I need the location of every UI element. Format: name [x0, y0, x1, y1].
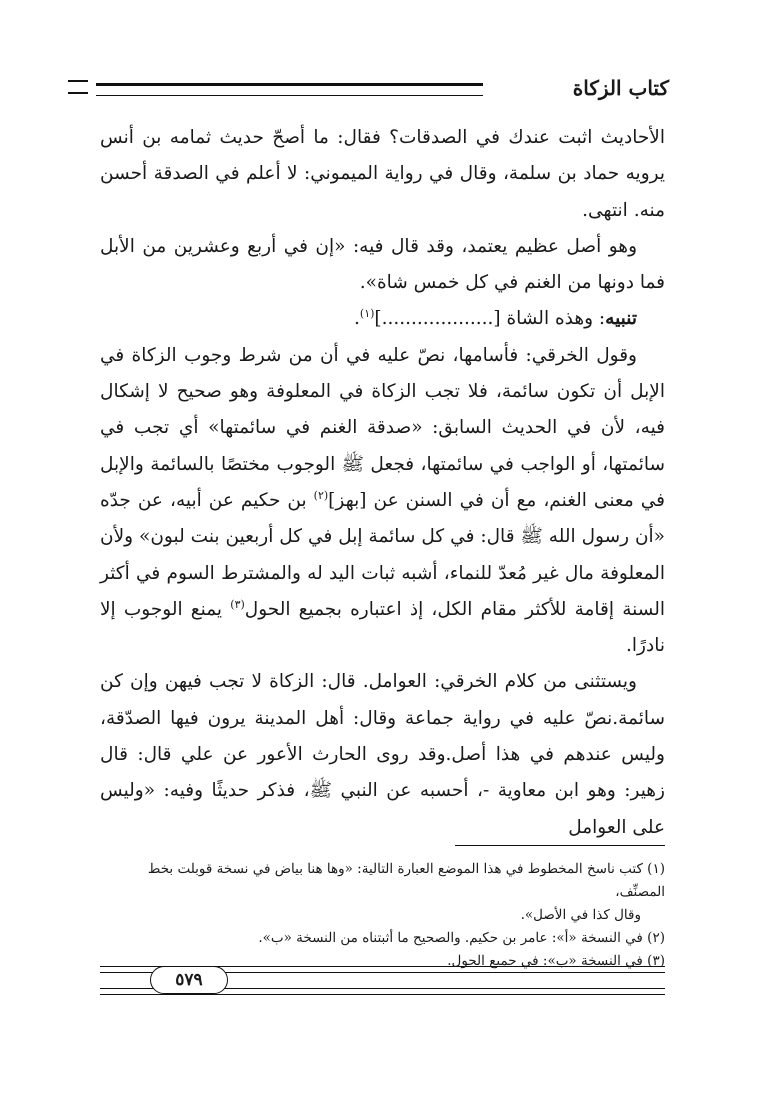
footnote-1-continuation: وقال كذا في الأصل».: [520, 907, 641, 923]
paragraph-4-part-1: وقول الخرقي: فأسامها، نصّ عليه في أن من شرط وجوب الزكاة في الإبل أن تكون سائمة، فلا تجب الزكاة في المعلوفة وهو صحيح لا إشكال فيه، لأن في الحديث السابق: «صدقة الغنم في سائمتها» أي تجب في سائمتها، أو الواجب في سائمتها، فجعل ﷺ الوجوب مختصًا بالسائمة والإبل في معنى الغنم، مع أن في السنن عن [بهز]: [100, 344, 666, 511]
running-header: [96, 76, 669, 100]
footnote-2: (٢) في النسخة «أ»: عامر بن حكيم. والصحيح ما أثبتناه من النسخة «ب».: [258, 930, 665, 946]
footnote-ref-1[interactable]: (١): [359, 307, 375, 321]
header-ornament: [68, 80, 88, 94]
note-text: : وهذه الشاة [...................]: [374, 308, 606, 330]
paragraph-5: ويستثنى من كلام الخرقي: العوامل. قال: الزكاة لا تجب فيهن وإن كن سائمة.نصّ عليه في رواية جماعة وقال: أهل المدينة يرون فيها الصدّقة، وليس عندهم في هذا أصل.وقد روى الحارث الأعور عن علي قال: قال زهير: وهو ابن معاوية -، أحسبه عن النبي ﷺ، فذكر حديثًا وفيه: «وليس على العوامل: [100, 671, 665, 838]
header-rule: [96, 83, 483, 96]
footnote-separator: [455, 845, 665, 846]
note-title: تنبيه: [605, 308, 637, 330]
paragraph-4: [100, 338, 665, 665]
footnote-1: (١) كتب ناسخ المخطوط في هذا الموضع العبارة التالية: «وها هنا بياض في نسخة قوبلت بخط المصنِّف،: [147, 861, 665, 900]
paragraph-4-part-2: بن حكيم عن أبيه، عن جدّه «أن رسول الله ﷺ قال: في كل سائمة إبل في كل أربعين بنت لبون» ولأن المعلوفة مال غير مُعدّ للنماء، أشبه ثبات اليد له والمشترط السوم في أكثر السنة إقامة للأكثر مقام الكل، إذ اعتباره بجميع الحول: [100, 489, 665, 620]
footnote-3: (٣) في النسخة «ب»: في جميع الحول.: [447, 953, 665, 969]
footnotes: [100, 858, 665, 973]
paragraph-1: الأحاديث اثبت عندك في الصدقات؟ فقال: ما أصحّ حديث ثمامه بن أنس يرويه حماد بن سلمة، وقال في رواية الميموني: لا أعلم في الصدقة أحسن منه. انتهى.: [100, 127, 665, 221]
note-paragraph: تنبيه: وهذه الشاة [...................]$^{(١)}$.: [354, 307, 637, 330]
paragraph-2: وهو أصل عظيم يعتمد، وقد قال فيه: «إن في أربع وعشرين من الأبل فما دونها من الغنم في كل خمس شاة».: [100, 235, 665, 294]
main-text: [100, 120, 665, 846]
footnote-ref-2[interactable]: (٢): [313, 488, 329, 502]
page-number: ٥٧٩: [150, 966, 228, 994]
paragraph-4-part-3: يمنع الوجوب إلا نادرًا.: [100, 598, 665, 657]
footnote-ref-3[interactable]: (٣): [230, 597, 245, 611]
running-title: كتاب الزكاة: [572, 76, 669, 100]
